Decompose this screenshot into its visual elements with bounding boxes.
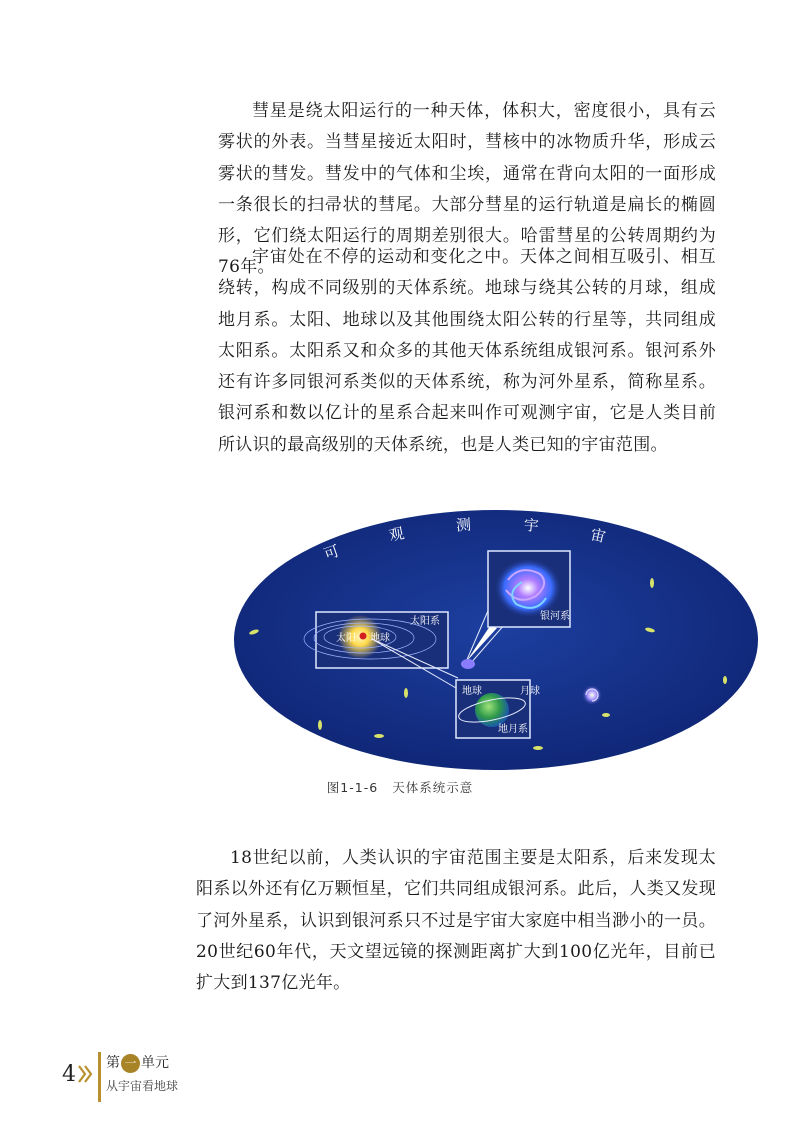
paragraph-universe-history: 18世纪以前，人类认识的宇宙范围主要是太阳系，后来发现太阳系以外还有亿万颗恒星，它们共同组成银河系。此后，人类又发现了河外星系，认识到银河系只不过是宇宙大家庭中相当渺小的一员。20世纪60年代，天文望远镜的探测距离扩大到100亿光年，目前已扩大到137亿光年。 (196, 848, 716, 994)
arc-char-3: 测 (455, 515, 472, 535)
label-galaxy: 银河系 (540, 611, 570, 622)
label-earth-moon-system: 地月系 (498, 724, 528, 735)
caption-text: 天体系统示意 (392, 780, 474, 795)
caption-id: 图1-1-6 (326, 780, 379, 795)
footer-accent-bar (98, 1052, 101, 1102)
paragraph-comets: 彗星是绕太阳运行的一种天体，体积大，密度很小，具有云雾状的外表。当彗星接近太阳时，彗核中的冰物质升华，形成云雾状的彗发。彗发中的气体和尘埃，通常在背向太阳的一面形成一条很长的扫帚状的彗尾。大部分彗星的运行轨道是扁长的椭圆形，它们绕太阳运行的周期差别很大。哈雷彗星的公转周期约为76年。 (218, 101, 716, 278)
galaxy-icon (494, 558, 562, 618)
earth-moon-inset (456, 680, 540, 738)
spiral-galaxy-icon (582, 685, 602, 705)
arc-char-1: 可 (321, 541, 342, 564)
unit-heading (106, 1052, 169, 1073)
page-number: 4 (62, 1062, 76, 1087)
label-earth: 地球 (370, 633, 390, 644)
unit-suffix: 单元 (141, 1055, 169, 1071)
arc-char-2: 观 (387, 524, 406, 545)
figure-canvas (232, 508, 760, 772)
galaxy-inset (488, 551, 570, 627)
paragraph-celestial-systems: 宇宙处在不停的运动和变化之中。天体之间相互吸引、相互绕转，构成不同级别的天体系统。地球与绕其公转的月球，组成地月系。太阳、地球以及其他围绕太阳公转的行星等，共同组成太阳系。太阳系又和众多的其他天体系统组成银河系。银河系外还有许多同银河系类似的天体系统，称为河外星系，简称星系。银河系和数以亿计的星系合起来叫作可观测宇宙，它是人类目前所认识的最高级别的天体系统，也是人类已知的宇宙范围。 (218, 247, 716, 455)
label-moon: 月球 (520, 686, 540, 697)
unit-number-badge: 一 (121, 1054, 140, 1073)
unit-title: 从宇宙看地球 (106, 1079, 179, 1093)
milky-way-location-icon (461, 659, 475, 669)
label-earth-moon-earth: 地球 (462, 686, 482, 697)
double-chevron-icon (77, 1064, 95, 1084)
unit-prefix: 第 (106, 1055, 120, 1071)
arc-char-4: 宇 (523, 515, 540, 535)
figure-caption (0, 778, 800, 796)
arc-char-5: 宙 (588, 525, 608, 547)
solar-system-inset (304, 612, 448, 668)
celestial-systems-figure (232, 508, 760, 772)
label-solar-system: 太阳系 (410, 616, 440, 627)
label-sun: 太阳 (336, 633, 356, 644)
earth-dot-icon (360, 633, 367, 640)
